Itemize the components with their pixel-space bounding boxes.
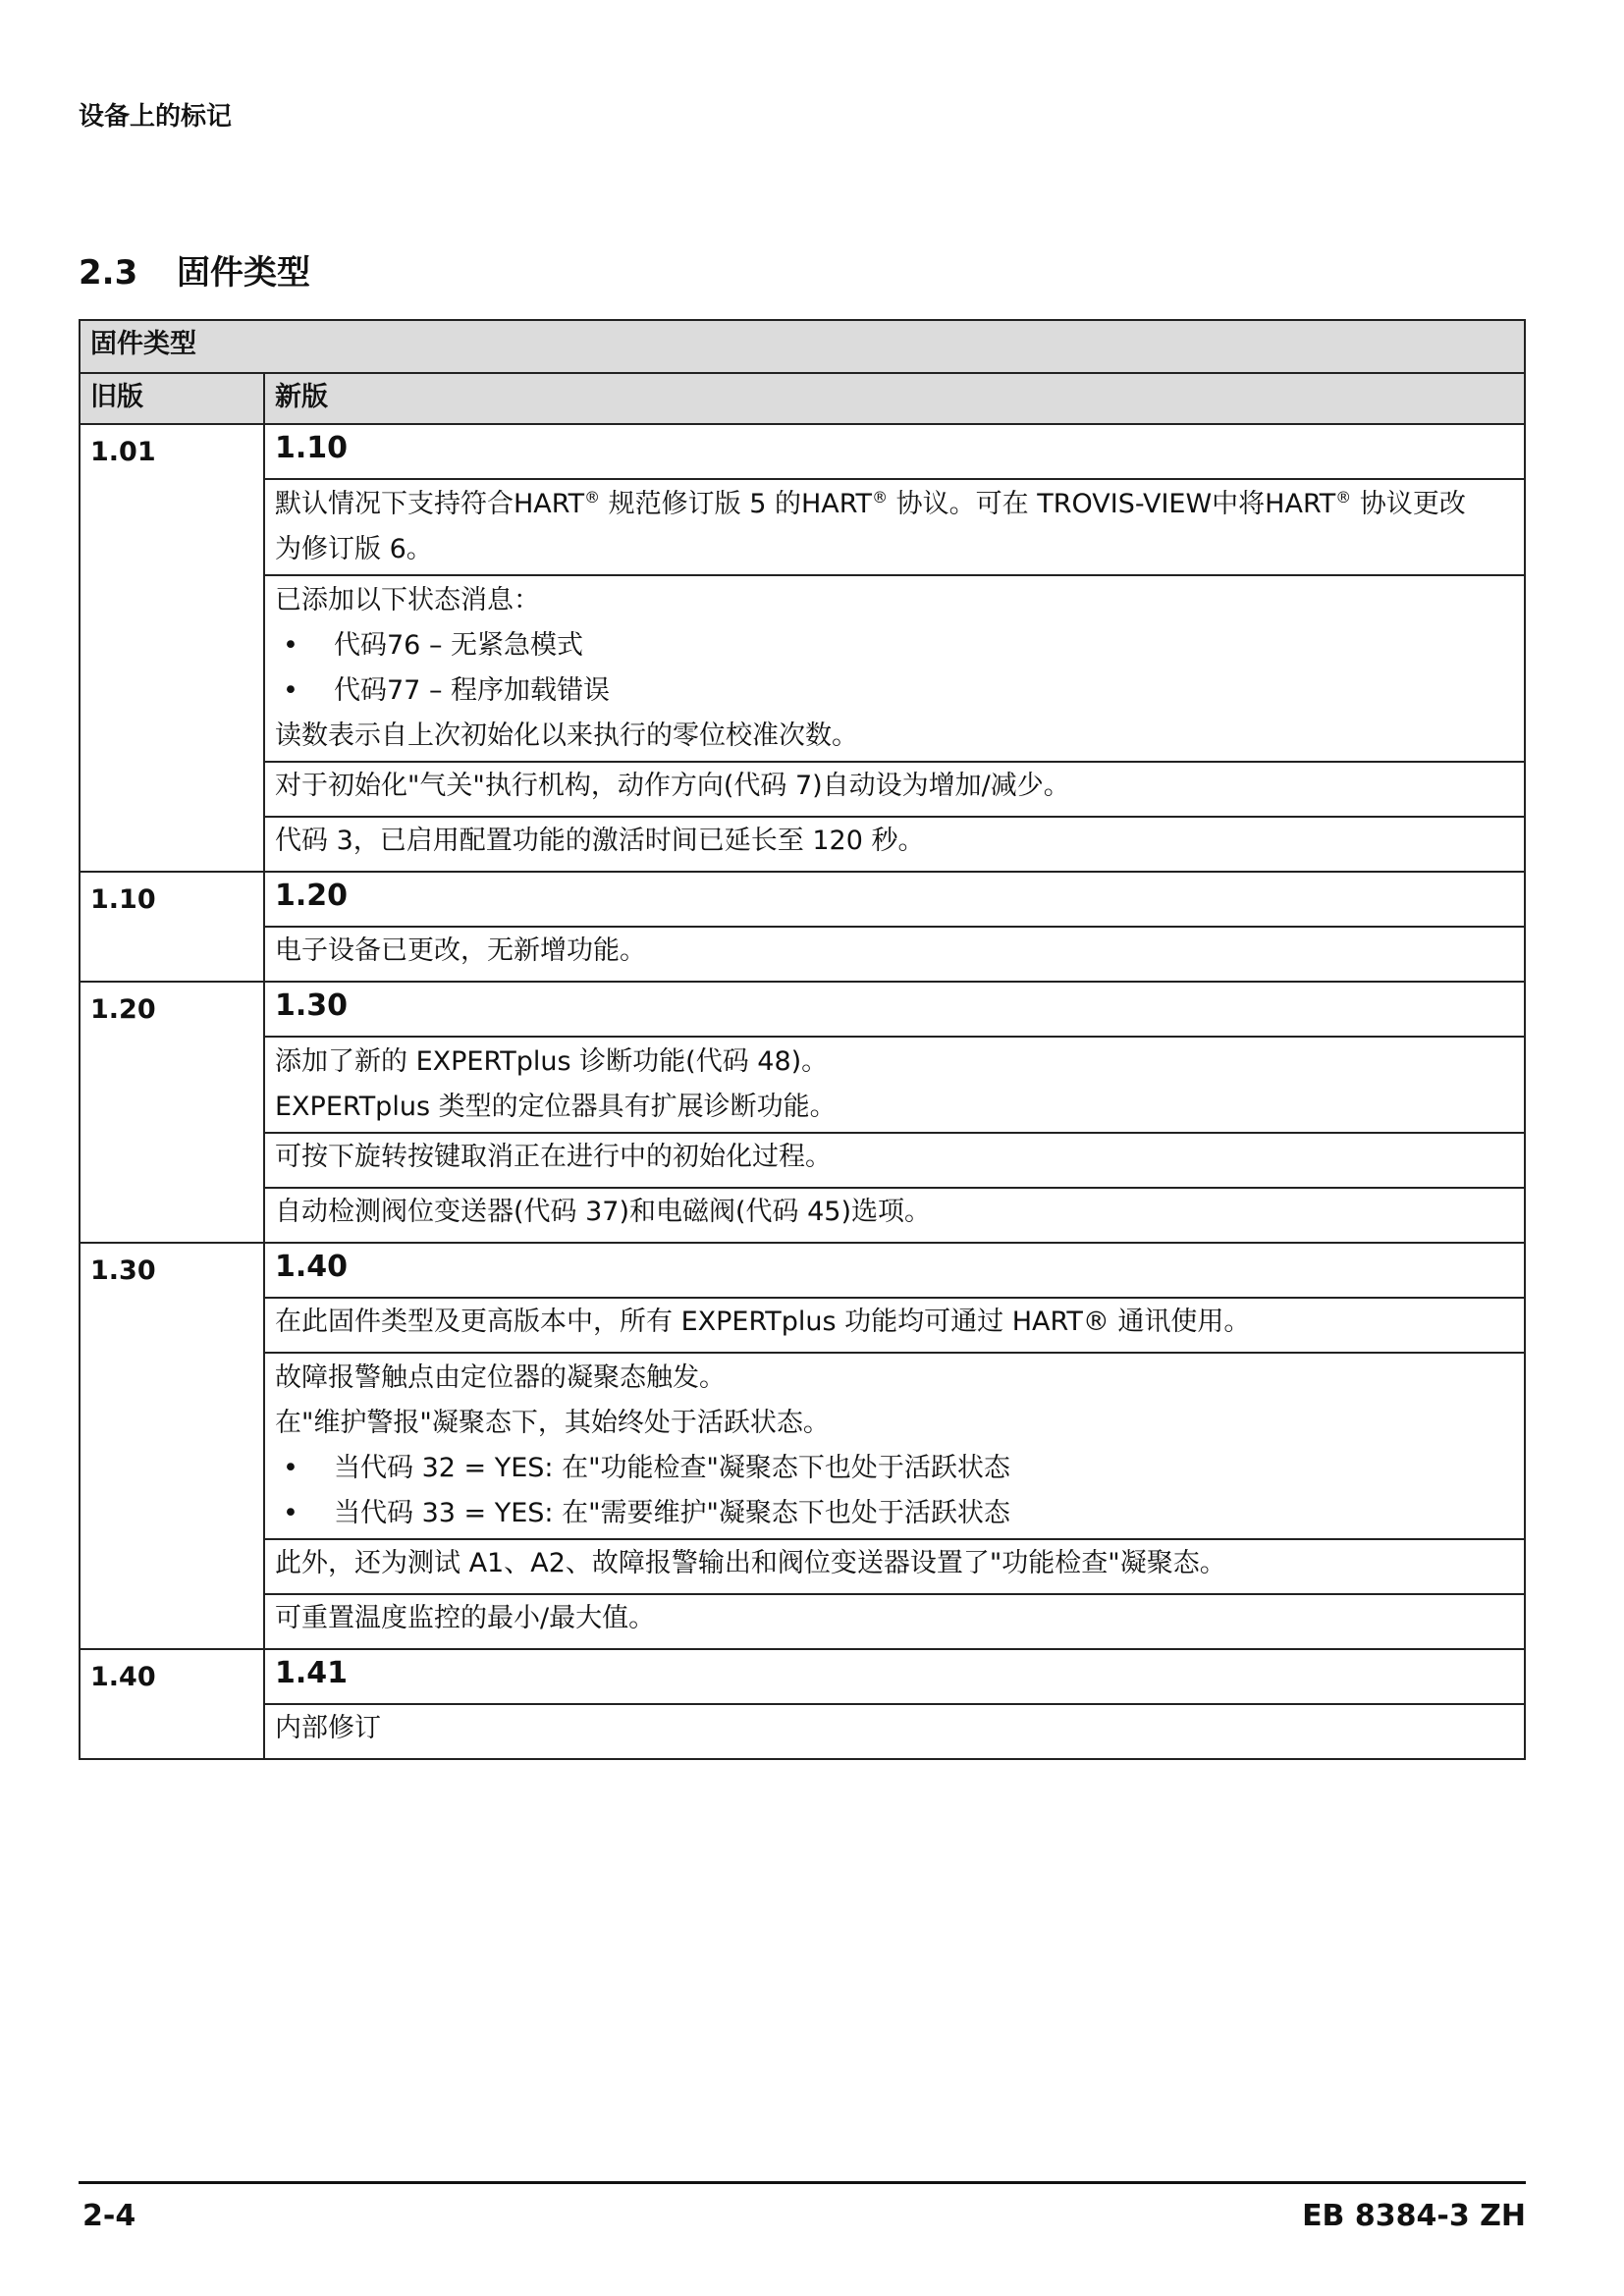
change-description: 自动检测阀位变送器(代码 37)和电磁阀(代码 45)选项。 — [264, 1188, 1525, 1243]
new-version: 1.10 — [264, 424, 1525, 479]
change-description: 已添加以下状态消息： • 代码76 – 无紧急模式 • 代码77 – 程序加载错误 读数表示自上次初始化以来执行的零位校准次数。 — [264, 575, 1525, 762]
registered-mark: ® — [872, 488, 889, 507]
section-heading — [79, 245, 310, 294]
firmware-table — [79, 319, 1526, 1760]
bullet-icon: • — [283, 1498, 298, 1528]
table-caption-row — [80, 320, 1525, 373]
change-description: 在此固件类型及更高版本中，所有 EXPERTplus 功能均可通过 HART® 通讯使用。 — [264, 1298, 1525, 1353]
running-header: 设备上的标记 — [79, 102, 233, 132]
change-description: 添加了新的 EXPERTplus 诊断功能(代码 48)。 EXPERTplus 类型的定位器具有扩展诊断功能。 — [264, 1037, 1525, 1133]
change-description: 此外，还为测试 A1、A2、故障报警输出和阀位变送器设置了"功能检查"凝聚态。 — [264, 1539, 1525, 1594]
table-row — [80, 1188, 1525, 1243]
table-header-row — [80, 373, 1525, 424]
column-header-old: 旧版 — [80, 373, 264, 424]
table-row — [80, 479, 1525, 575]
bullet-icon: • — [283, 630, 298, 661]
list-item: • 当代码 33 = YES: 在"需要维护"凝聚态下也处于活跃状态 — [275, 1491, 1514, 1536]
table-row — [80, 762, 1525, 817]
change-description: 对于初始化"气关"执行机构，动作方向(代码 7)自动设为增加/减少。 — [264, 762, 1525, 817]
table-row — [80, 1704, 1525, 1759]
page-number: 2-4 — [82, 2199, 136, 2233]
old-version: 1.10 — [80, 872, 264, 982]
registered-mark: ® — [584, 488, 601, 507]
table-row — [80, 982, 1525, 1037]
table-row — [80, 575, 1525, 762]
change-description: 电子设备已更改，无新增功能。 — [264, 927, 1525, 982]
new-version: 1.40 — [264, 1243, 1525, 1298]
table-row — [80, 872, 1525, 927]
section-title: 固件类型 — [177, 253, 310, 293]
table-row — [80, 1037, 1525, 1133]
table-row — [80, 817, 1525, 872]
registered-mark: ® — [1335, 488, 1352, 507]
new-version: 1.20 — [264, 872, 1525, 927]
list-item: • 代码76 – 无紧急模式 — [275, 623, 1514, 668]
change-description: 可按下旋转按键取消正在进行中的初始化过程。 — [264, 1133, 1525, 1188]
table-row — [80, 1649, 1525, 1704]
table-row — [80, 1539, 1525, 1594]
change-description: 默认情况下支持符合HART® 规范修订版 5 的HART® 协议。可在 TROVIS-VIEW中将HART® 协议更改 为修订版 6。 — [264, 479, 1525, 575]
change-description: 代码 3，已启用配置功能的激活时间已延长至 120 秒。 — [264, 817, 1525, 872]
table-row — [80, 1298, 1525, 1353]
new-version: 1.30 — [264, 982, 1525, 1037]
table-row — [80, 1353, 1525, 1539]
list-item: • 当代码 32 = YES: 在"功能检查"凝聚态下也处于活跃状态 — [275, 1446, 1514, 1491]
table-row — [80, 1594, 1525, 1649]
table-row — [80, 1243, 1525, 1298]
new-version: 1.41 — [264, 1649, 1525, 1704]
bullet-icon: • — [283, 675, 298, 706]
old-version: 1.01 — [80, 424, 264, 872]
old-version: 1.30 — [80, 1243, 264, 1649]
document-code: EB 8384-3 ZH — [1302, 2199, 1526, 2233]
table-row — [80, 424, 1525, 479]
footer-divider — [79, 2181, 1526, 2184]
list-item: • 代码77 – 程序加载错误 — [275, 668, 1514, 714]
table-caption: 固件类型 — [80, 320, 1525, 373]
old-version: 1.20 — [80, 982, 264, 1243]
change-description: 内部修订 — [264, 1704, 1525, 1759]
change-description: 故障报警触点由定位器的凝聚态触发。 在"维护警报"凝聚态下，其始终处于活跃状态。 • 当代码 32 = YES: 在"功能检查"凝聚态下也处于活跃状态 • 当代码 33 = YES: 在"需要维护"凝聚态下也处于活跃状态 — [264, 1353, 1525, 1539]
section-number: 2.3 — [79, 253, 138, 293]
old-version: 1.40 — [80, 1649, 264, 1759]
table-row — [80, 927, 1525, 982]
change-description: 可重置温度监控的最小/最大值。 — [264, 1594, 1525, 1649]
column-header-new: 新版 — [264, 373, 1525, 424]
bullet-icon: • — [283, 1453, 298, 1483]
table-row — [80, 1133, 1525, 1188]
